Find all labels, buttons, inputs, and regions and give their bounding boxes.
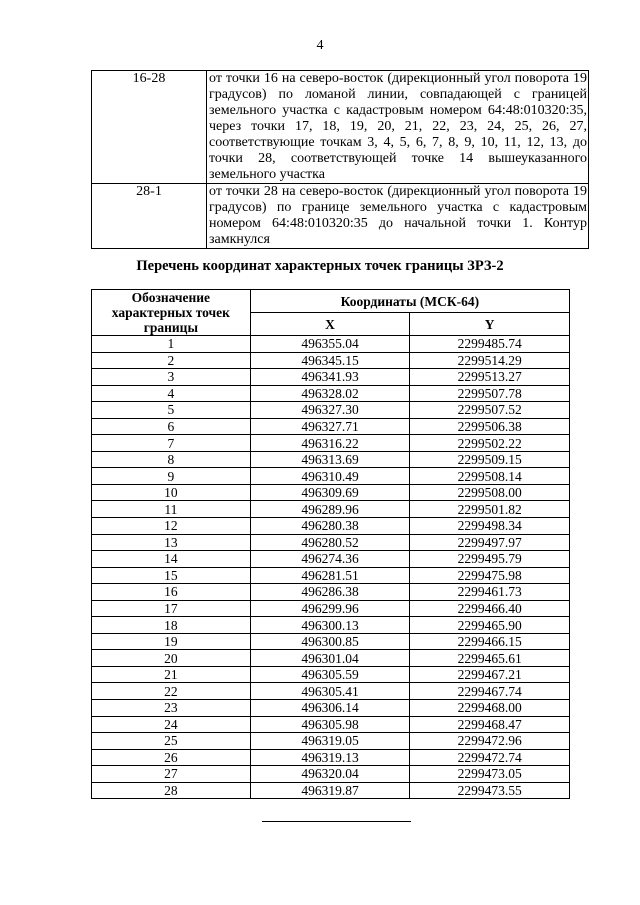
y-coordinate-cell: 2299498.34: [410, 518, 570, 535]
x-coordinate-cell: 496319.87: [250, 782, 410, 799]
point-number-cell: 22: [92, 683, 251, 700]
table-row: [92, 700, 570, 717]
x-coordinate-cell: 496280.52: [250, 534, 410, 551]
point-number-cell: 12: [92, 518, 251, 535]
point-number-cell: 20: [92, 650, 251, 667]
table-row: [92, 518, 570, 535]
table-row: [92, 567, 570, 584]
y-coordinate-cell: 2299501.82: [410, 501, 570, 518]
y-coordinate-cell: 2299514.29: [410, 352, 570, 369]
x-coordinate-cell: 496319.13: [250, 749, 410, 766]
table-row: [92, 468, 570, 485]
y-coordinate-cell: 2299472.96: [410, 733, 570, 750]
segment-description: от точки 28 на северо-восток (дирекционный угол поворота 19 градусов) по границе земельного участка с кадастровым номером 64:48:010320:35 до начальной точки 1. Контур замкнулся: [207, 184, 589, 249]
x-coordinate-cell: 496281.51: [250, 567, 410, 584]
header-point-designation: Обозначение характерных точек границы: [92, 290, 251, 336]
page-number: 4: [316, 38, 324, 53]
y-coordinate-cell: 2299473.55: [410, 782, 570, 799]
table-row: [92, 584, 570, 601]
y-coordinate-cell: 2299467.21: [410, 666, 570, 683]
point-number-cell: 23: [92, 700, 251, 717]
point-number-cell: 14: [92, 551, 251, 568]
x-coordinate-cell: 496341.93: [250, 369, 410, 386]
y-coordinate-cell: 2299465.61: [410, 650, 570, 667]
y-coordinate-cell: 2299466.15: [410, 633, 570, 650]
point-number-cell: 28: [92, 782, 251, 799]
point-number-cell: 4: [92, 385, 251, 402]
y-coordinate-cell: 2299513.27: [410, 369, 570, 386]
point-number-cell: 17: [92, 600, 251, 617]
x-coordinate-cell: 496327.71: [250, 418, 410, 435]
point-number-cell: 8: [92, 451, 251, 468]
table-row: [92, 418, 570, 435]
table-header-row: [92, 290, 570, 313]
point-number-cell: 21: [92, 666, 251, 683]
segment-label: 16-28: [92, 71, 207, 184]
section-title: Перечень координат характерных точек границы ЗРЗ-2: [136, 258, 504, 274]
x-coordinate-cell: 496300.13: [250, 617, 410, 634]
y-coordinate-cell: 2299466.40: [410, 600, 570, 617]
table-row: [92, 484, 570, 501]
x-coordinate-cell: 496355.04: [250, 336, 410, 353]
y-coordinate-cell: 2299475.98: [410, 567, 570, 584]
table-row: [92, 534, 570, 551]
table-row: [92, 402, 570, 419]
y-coordinate-cell: 2299507.78: [410, 385, 570, 402]
point-number-cell: 5: [92, 402, 251, 419]
x-coordinate-cell: 496286.38: [250, 584, 410, 601]
y-coordinate-cell: 2299509.15: [410, 451, 570, 468]
point-number-cell: 1: [92, 336, 251, 353]
y-coordinate-cell: 2299465.90: [410, 617, 570, 634]
table-row: [92, 782, 570, 799]
x-coordinate-cell: 496328.02: [250, 385, 410, 402]
point-number-cell: 24: [92, 716, 251, 733]
table-row: [92, 451, 570, 468]
point-number-cell: 3: [92, 369, 251, 386]
x-coordinate-cell: 496316.22: [250, 435, 410, 452]
x-coordinate-cell: 496327.30: [250, 402, 410, 419]
point-number-cell: 6: [92, 418, 251, 435]
table-row: [92, 683, 570, 700]
table-row: [92, 766, 570, 783]
point-number-cell: 26: [92, 749, 251, 766]
point-number-cell: 27: [92, 766, 251, 783]
coordinates-body: [92, 336, 570, 799]
x-coordinate-cell: 496306.14: [250, 700, 410, 717]
y-coordinate-cell: 2299468.00: [410, 700, 570, 717]
coordinates-table: [91, 289, 570, 799]
table-row: [92, 184, 589, 249]
x-coordinate-cell: 496319.05: [250, 733, 410, 750]
point-number-cell: 13: [92, 534, 251, 551]
x-coordinate-cell: 496320.04: [250, 766, 410, 783]
table-row: [92, 435, 570, 452]
point-number-cell: 10: [92, 484, 251, 501]
x-coordinate-cell: 496345.15: [250, 352, 410, 369]
x-coordinate-cell: 496313.69: [250, 451, 410, 468]
point-number-cell: 16: [92, 584, 251, 601]
segment-description: от точки 16 на северо-восток (дирекционный угол поворота 19 градусов) по ломаной линии, совпадающей с границей земельного участка с кадастровым номером 64:48:010320:35, через точки 17, 18, 19, 20, 21, 22, 23, 24, 25, 26, 27, соответствующие точкам 3, 4, 5, 6, 7, 8, 9, 10, 11, 12, 13, до точки 28, соответствующей точке 14 вышеуказанного земельного участка: [207, 71, 589, 184]
table-row: [92, 716, 570, 733]
y-coordinate-cell: 2299508.00: [410, 484, 570, 501]
y-coordinate-cell: 2299473.05: [410, 766, 570, 783]
table-row: [92, 385, 570, 402]
y-coordinate-cell: 2299506.38: [410, 418, 570, 435]
x-coordinate-cell: 496300.85: [250, 633, 410, 650]
boundary-description-table: [91, 70, 589, 249]
x-coordinate-cell: 496309.69: [250, 484, 410, 501]
table-row: [92, 352, 570, 369]
y-coordinate-cell: 2299485.74: [410, 336, 570, 353]
table-row: [92, 633, 570, 650]
x-coordinate-cell: 496305.59: [250, 666, 410, 683]
table-row: [92, 501, 570, 518]
x-coordinate-cell: 496310.49: [250, 468, 410, 485]
x-coordinate-cell: 496274.36: [250, 551, 410, 568]
header-y: Y: [410, 313, 570, 336]
point-number-cell: 19: [92, 633, 251, 650]
y-coordinate-cell: 2299502.22: [410, 435, 570, 452]
x-coordinate-cell: 496301.04: [250, 650, 410, 667]
y-coordinate-cell: 2299467.74: [410, 683, 570, 700]
table-row: [92, 749, 570, 766]
table-row: [92, 650, 570, 667]
table-row: [92, 551, 570, 568]
table-row: [92, 617, 570, 634]
table-row: [92, 600, 570, 617]
header-coordinates-group: Координаты (МСК-64): [250, 290, 569, 313]
point-number-cell: 11: [92, 501, 251, 518]
y-coordinate-cell: 2299468.47: [410, 716, 570, 733]
footer-divider: [262, 821, 411, 822]
table-row: [92, 336, 570, 353]
point-number-cell: 7: [92, 435, 251, 452]
x-coordinate-cell: 496299.96: [250, 600, 410, 617]
x-coordinate-cell: 496289.96: [250, 501, 410, 518]
point-number-cell: 9: [92, 468, 251, 485]
header-x: X: [250, 313, 410, 336]
point-number-cell: 15: [92, 567, 251, 584]
point-number-cell: 25: [92, 733, 251, 750]
y-coordinate-cell: 2299472.74: [410, 749, 570, 766]
y-coordinate-cell: 2299508.14: [410, 468, 570, 485]
table-row: [92, 733, 570, 750]
table-row: [92, 666, 570, 683]
x-coordinate-cell: 496305.98: [250, 716, 410, 733]
table-row: [92, 71, 589, 184]
y-coordinate-cell: 2299495.79: [410, 551, 570, 568]
segment-label: 28-1: [92, 184, 207, 249]
x-coordinate-cell: 496280.38: [250, 518, 410, 535]
y-coordinate-cell: 2299461.73: [410, 584, 570, 601]
x-coordinate-cell: 496305.41: [250, 683, 410, 700]
point-number-cell: 2: [92, 352, 251, 369]
y-coordinate-cell: 2299507.52: [410, 402, 570, 419]
y-coordinate-cell: 2299497.97: [410, 534, 570, 551]
table-row: [92, 369, 570, 386]
point-number-cell: 18: [92, 617, 251, 634]
